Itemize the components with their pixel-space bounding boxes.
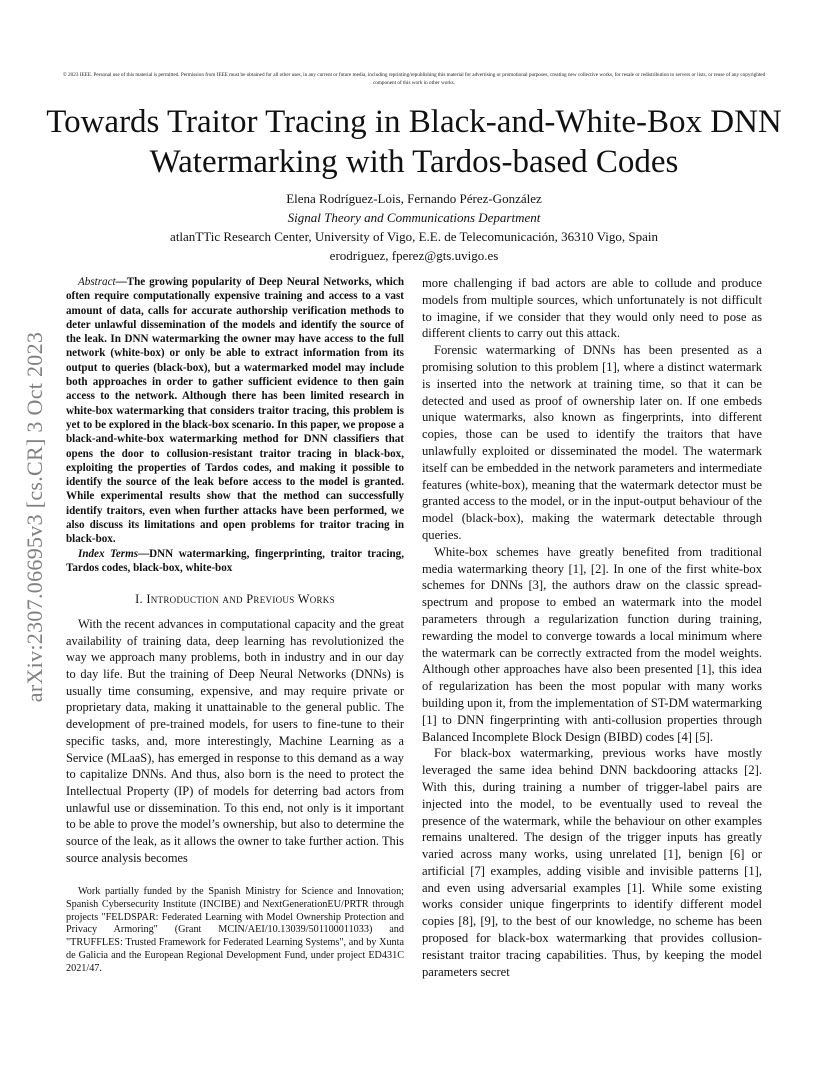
intro-paragraph: With the recent advances in computational capacity and the great availability of training data, deep learning has revolutionized the way we approach many problems, both in industry and in our day to day life. But the training of Deep Neural Networks (DNNs) is usually time consuming, expensive, and may require private or proprietary data, making it unattainable to the general public. The development of pre-trained models, for users to fine-tune to their specific tasks, and, more interestingly, Machine Learning as a Service (MLaaS), has emerged in response to this demand as a way to capitalize DNNs. And thus, also born is the need to protect the Intellectual Property (IP) of models for deterring bad actors from unlawful use or dissemination. To this end, not only is it important to be able to prove the model’s ownership, but also to determine the source of the leak, as it allows the owner to take further action. This source analysis becomes <box>66 616 404 865</box>
copyright-notice: © 2023 IEEE. Personal use of this material is permitted. Permission from IEEE must be obtained for all other uses, in any current or future media, including reprinting/republishing this material for advertising or promotional purposes, creating new collective works, for resale or redistribution to servers or lists, or reuse of any copyrighted component of this work in other works. <box>62 72 766 86</box>
author-department: Signal Theory and Communications Department <box>287 210 541 225</box>
abstract-text: —The growing popularity of Deep Neural Networks, which often require computationally expensive training and access to a vast amount of data, calls for accurate authorship verification methods to deter unlawful dissemination of the models and identify the source of the leak. In DNN watermarking the owner may have access to the full network (white-box) or only be able to extract information from its output to queries (black-box), but a watermarked model may include both approaches in order to gather sufficient evidence to then gain access to the network. Although there has been limited research in white-box watermarking that considers traitor tracing, this problem is yet to be explored in the black-box scenario. In this paper, we propose a black-and-white-box watermarking method for DNN classifiers that opens the door to collusion-resistant traitor tracing in black-box, exploiting the properties of Tardos codes, and making it possible to identify the source of the leak before access to the model is granted. While experimental results show that the method can successfully identify traitors, even when further attacks have been performed, we also discuss its limitations and open problems for traitor tracing in black-box. <box>66 276 404 546</box>
index-terms <box>66 547 404 576</box>
abstract <box>66 275 404 547</box>
left-column <box>66 275 404 866</box>
index-terms-label: Index Terms <box>78 547 139 560</box>
author-block <box>100 189 728 265</box>
section-heading: I. Introduction and Previous Works <box>135 592 335 607</box>
index-terms-text: —DNN watermarking, fingerprinting, traitor tracing, Tardos codes, black-box, white-box <box>66 547 404 574</box>
abstract-label: Abstract <box>78 276 116 288</box>
body-paragraph: White-box schemes have greatly benefited from traditional media watermarking theory [1], [2]. In one of the first white-box schemes for DNNs [3], the authors draw on the classic spread-spectrum and propose to embed an watermark into the model parameters through a regularization function during training, rewarding the model to converge towards a local minimum where the watermark can be correctly extracted from the model weights. Although other approaches have also been presented [1], this idea of regularization has been the most popular with many works building upon it, from the implementation of ST-DM watermarking [1] to DNN fingerprinting with anti-collusion properties through Balanced Incomplete Block Design (BIBD) codes [4] [5]. <box>422 544 762 744</box>
arxiv-identifier: arXiv:2307.06695v3 [cs.CR] 3 Oct 2023 <box>22 331 47 703</box>
right-column <box>422 275 762 980</box>
author-emails: erodriguez, fperez@gts.uvigo.es <box>329 248 499 263</box>
paper-title: Towards Traitor Tracing in Black-and-White-Box DNN Watermarking with Tardos-based Codes <box>46 104 782 180</box>
body-paragraph: For black-box watermarking, previous works have mostly leveraged the same idea behind DNN backdooring attacks [2]. With this, during training a number of trigger-label pairs are injected into the model, to be eventually used to reveal the presence of the watermark, while the behaviour on other examples remains unaltered. The design of the trigger inputs has greatly varied across many works, using unrelated [1], benign [6] or artificial [7] examples, adding visible and invisible patterns [1], and even using adversarial examples [1]. While some existing works consider unique fingerprints to identify different model copies [8], [9], to the best of our knowledge, no scheme has been proposed for black-box watermarking that provides collusion-resistant traitor tracing capabilities. Thus, by keeping the model parameters secret <box>422 746 762 979</box>
body-paragraph: more challenging if bad actors are able to collude and produce models from multiple sources, which unfortunately is not difficult to imagine, if we consider that they would only need to pose as different clients to carry out this attack. <box>422 276 762 341</box>
author-names: Elena Rodríguez-Lois, Fernando Pérez-González <box>286 191 542 206</box>
author-affiliation: atlanTTic Research Center, University of Vigo, E.E. de Telecomunicación, 36310 Vigo, Spain <box>170 229 658 244</box>
funding-footnote <box>66 886 404 976</box>
arxiv-sidebar <box>19 297 51 737</box>
body-paragraph: Forensic watermarking of DNNs has been presented as a promising solution to this problem [1], where a distinct watermark is inserted into the network at training time, so that it can be detected and used as proof of ownership later on. If one embeds unique watermarks, also known as fingerprints, into different copies, those can be used to identify the traitors that have unlawfully exploited or disseminated the model. The watermark itself can be embedded in the network parameters and intermediate features (white-box), meaning that the watermark detector must be granted access to the model, or in the input-output behaviour of the model (black-box), making the watermark detectable through queries. <box>422 343 762 542</box>
footnote-text: Work partially funded by the Spanish Ministry for Science and Innovation; Spanish Cybersecurity Institute (INCIBE) and NextGenerationEU/PRTR through projects "FELDSPAR: Federated Learning with Model Ownership Protection and Privacy Armoring" (Grant MCIN/AEI/10.13039/501100011033) and "TRUFFLES: Trusted Framework for Federated Learning Systems", and by Xunta de Galicia and the European Regional Development Fund, under project ED431C 2021/47. <box>66 886 404 974</box>
